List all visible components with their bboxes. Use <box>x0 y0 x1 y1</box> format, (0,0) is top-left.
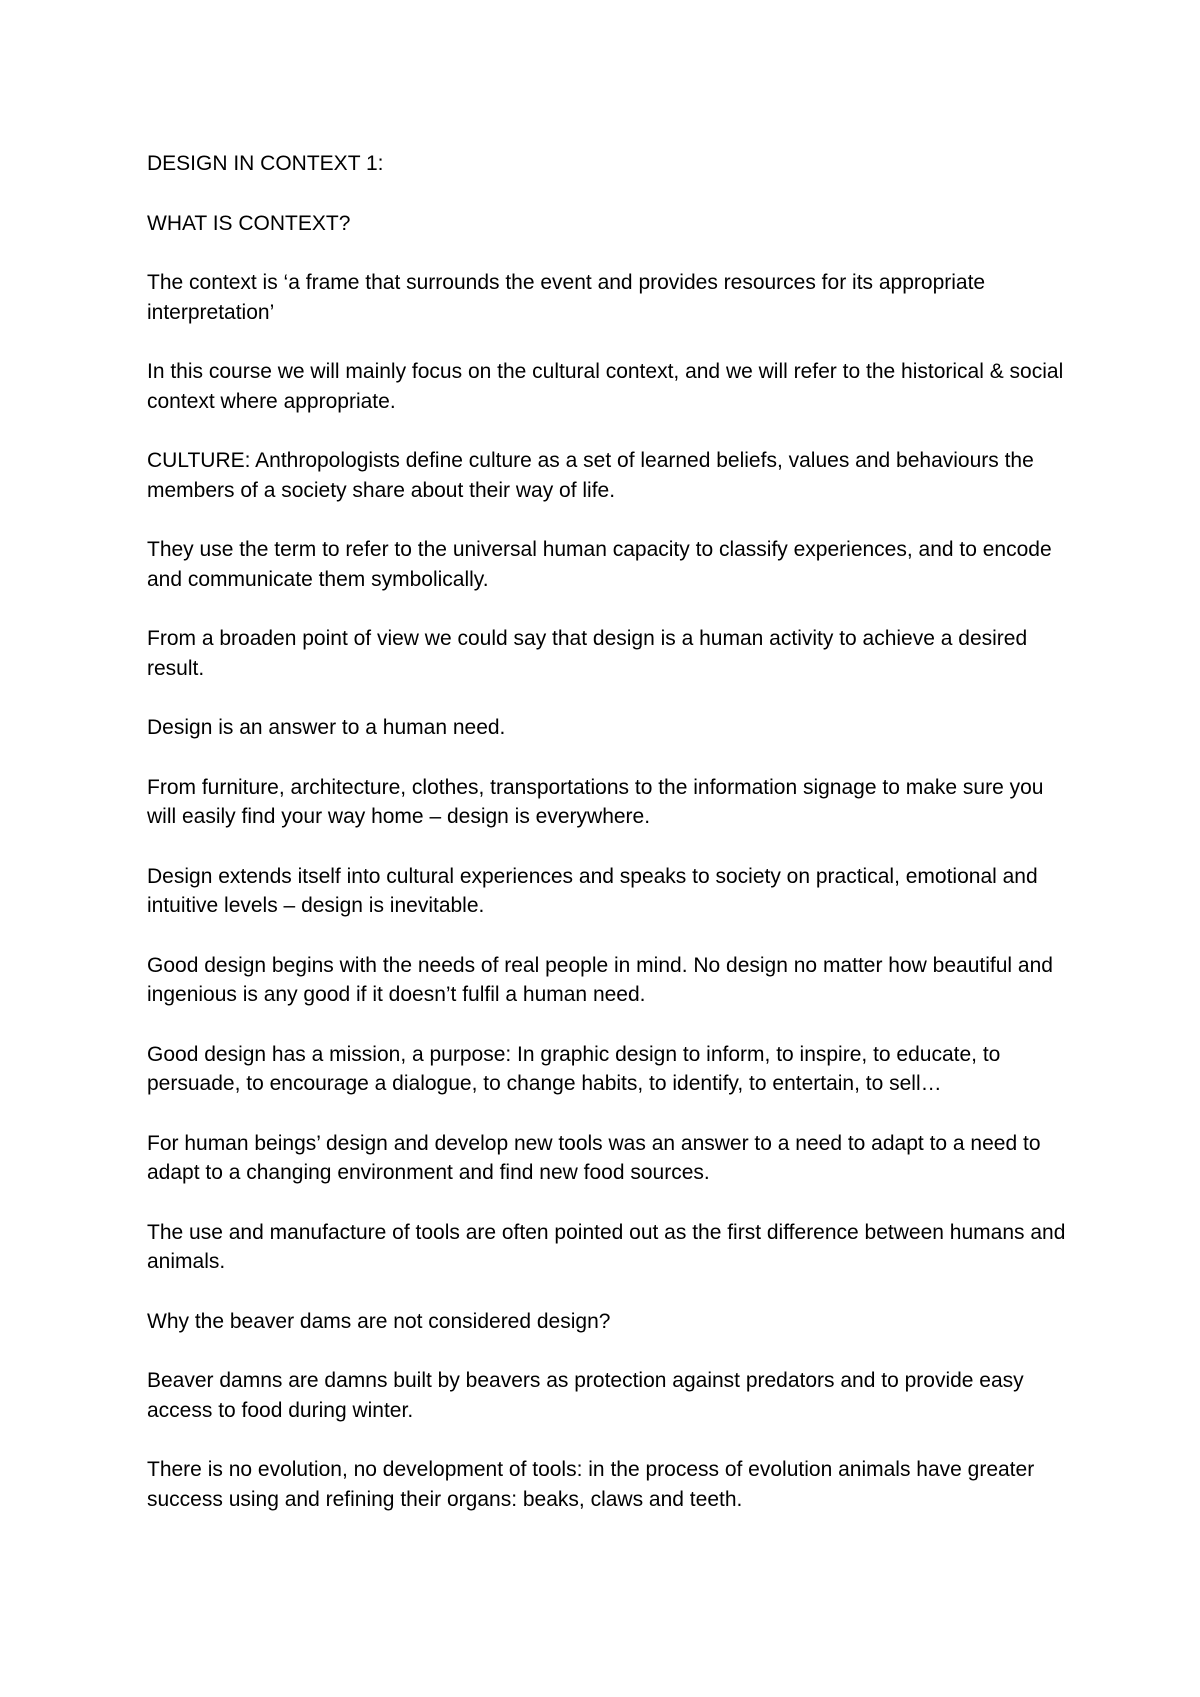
paragraph-design-need: Design is an answer to a human need. <box>147 716 506 739</box>
paragraph-no-evolution: There is no evolution, no development of tools: in the process of evolution animals have greater success using and refining their organs: beaks, claws and teeth. <box>147 1458 1035 1511</box>
paragraph-course-focus: In this course we will mainly focus on the cultural context, and we will refer to the historical & social context where appropriate. <box>147 360 1064 413</box>
paragraph-design-inevitable: Design extends itself into cultural experiences and speaks to society on practical, emotional and intuitive levels – design is inevitable. <box>147 864 1038 917</box>
paragraph-beaver-dams: Beaver damns are damns built by beavers as protection against predators and to provide easy access to food during winter. <box>147 1369 1024 1422</box>
paragraph-context-definition: The context is ‘a frame that surrounds the event and provides resources for its appropriate interpretation’ <box>147 271 986 324</box>
document-body <box>147 149 1067 1544</box>
paragraph-design-everywhere: From furniture, architecture, clothes, transportations to the information signage to make sure you will easily find your way home – design is everywhere. <box>147 775 1044 828</box>
paragraph-design-activity: From a broaden point of view we could say that design is a human activity to achieve a desired result. <box>147 627 1028 680</box>
paragraph-human-capacity: They use the term to refer to the universal human capacity to classify experiences, and to encode and communicate them symbolically. <box>147 538 1052 591</box>
paragraph-culture-definition: CULTURE: Anthropologists define culture as a set of learned beliefs, values and behaviours the members of a society share about their way of life. <box>147 449 1034 502</box>
paragraph-tools-difference: The use and manufacture of tools are often pointed out as the first difference between humans and animals. <box>147 1220 1066 1273</box>
section-heading: WHAT IS CONTEXT? <box>147 211 351 235</box>
paragraph-good-design-needs: Good design begins with the needs of real people in mind. No design no matter how beautiful and ingenious is any good if it doesn’t fulfil a human need. <box>147 953 1053 1006</box>
paragraph-beaver-question: Why the beaver dams are not considered design? <box>147 1309 611 1333</box>
document-title: DESIGN IN CONTEXT 1: <box>147 152 384 175</box>
paragraph-tools-adaptation: For human beings’ design and develop new tools was an answer to a need to adapt to a need to adapt to a changing environment and find new food sources. <box>147 1131 1041 1184</box>
paragraph-good-design-mission: Good design has a mission, a purpose: In graphic design to inform, to inspire, to educate, to persuade, to encourage a dialogue, to change habits, to identify, to entertain, to sell… <box>147 1042 1001 1095</box>
